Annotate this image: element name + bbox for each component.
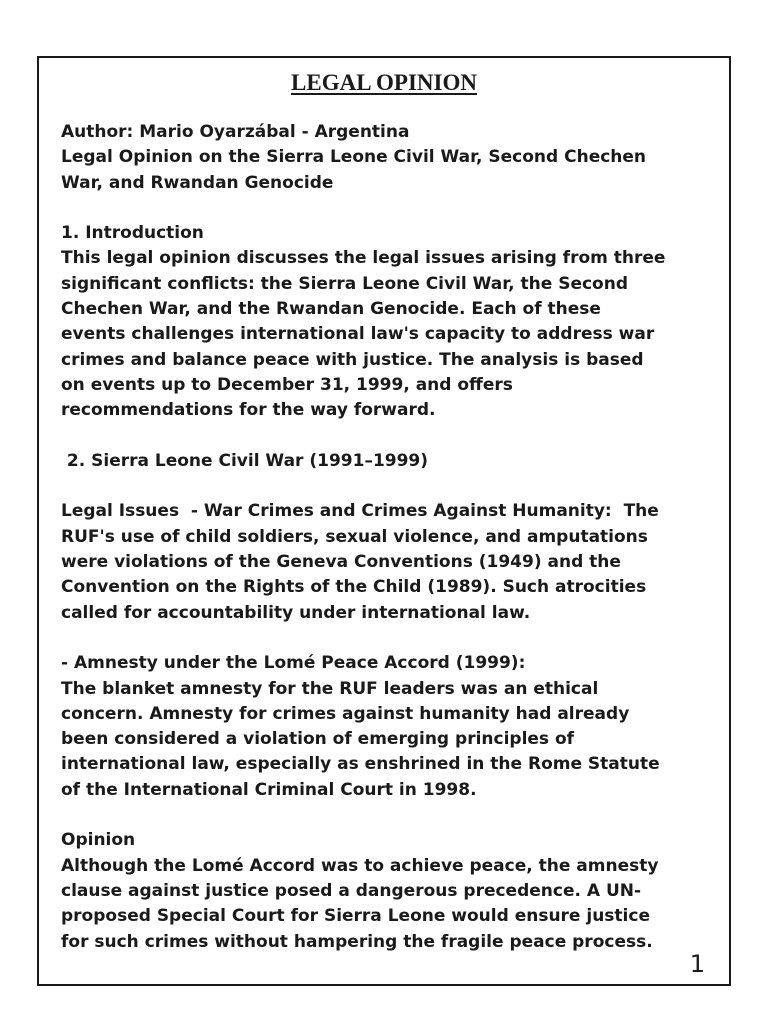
introduction-line: This legal opinion discusses the legal issues arising from three <box>61 248 666 269</box>
amnesty-heading: - Amnesty under the Lomé Peace Accord (1999): <box>61 653 526 674</box>
opinion-line: clause against justice posed a dangerous precedence. A UN- <box>61 880 642 901</box>
page-frame <box>37 56 731 986</box>
document-title: LEGAL OPINION <box>291 70 477 95</box>
amnesty-line: The blanket amnesty for the RUF leaders was an ethical <box>61 678 599 699</box>
legal-issues-line: Legal Issues - War Crimes and Crimes Against Humanity: The <box>61 501 659 522</box>
spacer <box>61 626 701 651</box>
spacer <box>61 424 701 449</box>
subject-line-1: Legal Opinion on the Sierra Leone Civil War, Second Chechen <box>61 147 647 168</box>
spacer <box>61 474 701 499</box>
legal-issues-line: called for accountability under international law. <box>61 602 531 623</box>
subject-line-2: War, and Rwandan Genocide <box>61 172 334 193</box>
introduction-line: Chechen War, and the Rwandan Genocide. Each of these <box>61 299 601 320</box>
document-body <box>61 120 701 955</box>
legal-issues-line: Convention on the Rights of the Child (1989). Such atrocities <box>61 577 647 598</box>
page-number: 1 <box>689 950 705 978</box>
amnesty-line: international law, especially as enshrined in the Rome Statute <box>61 754 660 775</box>
introduction-line: on events up to December 31, 1999, and offers <box>61 374 513 395</box>
section-2-heading: 2. Sierra Leone Civil War (1991–1999) <box>61 450 429 471</box>
introduction-heading: 1. Introduction <box>61 223 204 244</box>
opinion-line: for such crimes without hampering the fragile peace process. <box>61 931 653 952</box>
opinion-line: proposed Special Court for Sierra Leone would ensure justice <box>61 906 650 927</box>
spacer <box>61 803 701 828</box>
opinion-line: Although the Lomé Accord was to achieve peace, the amnesty <box>61 855 659 876</box>
amnesty-line: of the International Criminal Court in 1998. <box>61 779 477 800</box>
introduction-line: recommendations for the way forward. <box>61 400 436 421</box>
amnesty-line: been considered a violation of emerging principles of <box>61 729 575 750</box>
introduction-line: significant conflicts: the Sierra Leone Civil War, the Second <box>61 273 629 294</box>
author-line: Author: Mario Oyarzábal - Argentina <box>61 122 410 142</box>
opinion-heading: Opinion <box>61 830 136 851</box>
spacer <box>61 196 701 221</box>
introduction-line: crimes and balance peace with justice. The analysis is based <box>61 349 644 370</box>
legal-issues-line: were violations of the Geneva Conventions (1949) and the <box>61 552 621 573</box>
amnesty-line: concern. Amnesty for crimes against humanity had already <box>61 703 630 724</box>
introduction-line: events challenges international law's capacity to address war <box>61 324 655 345</box>
legal-issues-line: RUF's use of child soldiers, sexual violence, and amputations <box>61 526 648 547</box>
